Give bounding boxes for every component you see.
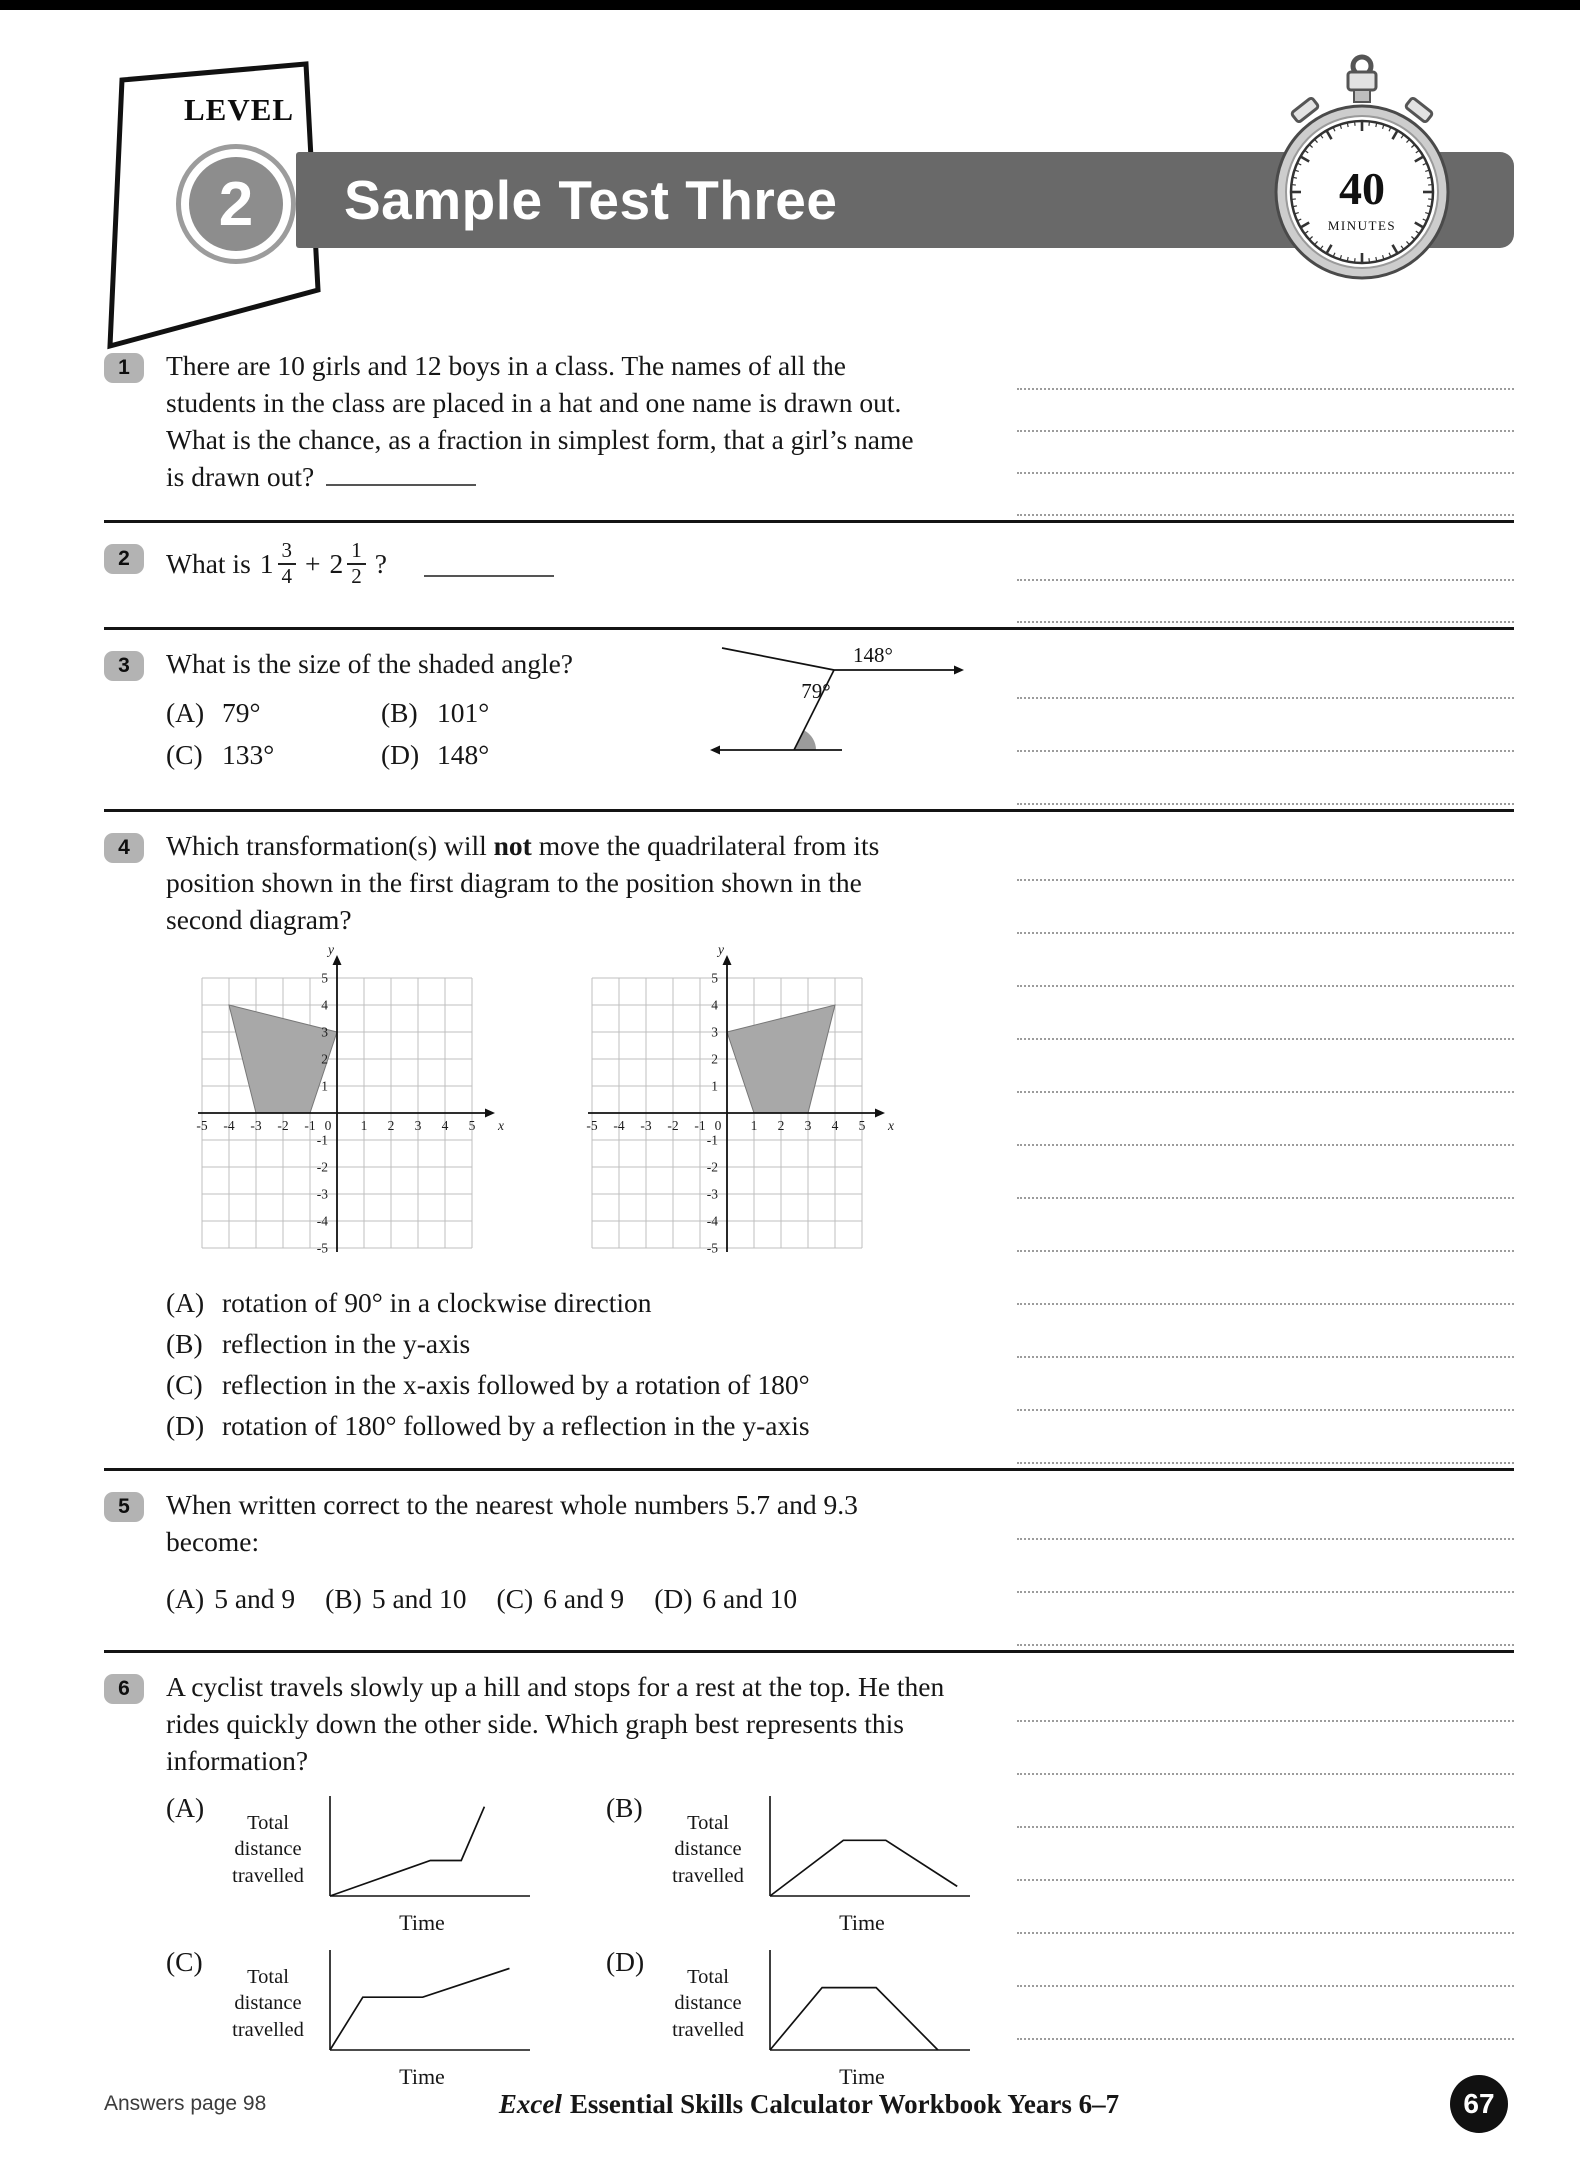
option-a (166, 697, 381, 729)
question-6-answer-lines (1017, 1669, 1514, 2090)
question-5-text: When written correct to the nearest whole numbers 5.7 and 9.3 become: (166, 1489, 858, 1557)
question-1-text-body: There are 10 girls and 12 boys in a class. The names of all the students in the class are placed in a hat and one name is drawn out. What is the chance, as a fraction in simplest form, that a girl’s name is drawn out? (166, 350, 914, 492)
svg-text:2: 2 (777, 1117, 785, 1133)
option-b (166, 1328, 1009, 1360)
graph-ylabel: Total distance travelled (232, 1811, 304, 1887)
option-text: 6 and 10 (702, 1582, 798, 1614)
svg-text:-4: -4 (706, 1213, 718, 1229)
answer-line (1017, 752, 1514, 805)
svg-text:-2: -2 (277, 1117, 289, 1133)
option-c (497, 1583, 625, 1615)
graph-xlabel: Time (399, 1909, 445, 1935)
page-top-rule (0, 0, 1580, 10)
answer-blank (424, 551, 554, 577)
svg-text:5: 5 (858, 1117, 866, 1133)
option-b (381, 697, 631, 729)
option-label: (B) (381, 696, 418, 728)
question-4-number: 4 (104, 833, 144, 863)
svg-text:79°: 79° (801, 679, 831, 703)
option-a (166, 1287, 1009, 1319)
coordinate-grid-first (166, 941, 506, 1279)
svg-text:x: x (888, 1117, 894, 1133)
svg-text:5: 5 (321, 970, 328, 986)
answer-line (1017, 1411, 1514, 1464)
graph-option-b (606, 1790, 1006, 1936)
fraction-2 (347, 539, 366, 588)
answer-line (1017, 1881, 1514, 1934)
answer-line (1017, 881, 1514, 934)
answer-line (1017, 432, 1514, 474)
answer-line (1017, 1669, 1514, 1722)
option-d (381, 739, 631, 771)
option-text: 133° (222, 738, 275, 770)
mixed-number-1 (260, 539, 296, 588)
page-footer (104, 2074, 1514, 2134)
option-label: (C) (166, 738, 203, 770)
question-2 (104, 523, 1514, 627)
answer-line (1017, 1934, 1514, 1987)
svg-text:-1: -1 (694, 1117, 706, 1133)
page-number-badge (1450, 2075, 1508, 2133)
option-d (166, 1410, 1009, 1442)
graph-ylabel: Total distance travelled (672, 1965, 744, 2041)
answer-line (1017, 1093, 1514, 1146)
svg-text:-5: -5 (586, 1117, 598, 1133)
numerator-2: 1 (347, 539, 366, 565)
coordinate-grid-svg (166, 941, 506, 1274)
svg-text:2: 2 (711, 1051, 718, 1067)
option-label: (C) (496, 1582, 534, 1614)
answer-line (1017, 348, 1514, 390)
answer-line (1017, 1040, 1514, 1093)
question-3 (104, 630, 1514, 809)
series-title-rest: Essential Skills Calculator Workbook Years 6–7 (569, 2088, 1120, 2119)
svg-text:1: 1 (360, 1117, 368, 1133)
questions (104, 332, 1514, 2094)
svg-text:y: y (718, 941, 724, 957)
option-text: rotation of 90° in a clockwise direction (222, 1286, 652, 1318)
answer-line (1017, 1199, 1514, 1252)
angle-diagram (666, 632, 976, 787)
whole-1: 1 (259, 547, 274, 579)
coordinate-grid-second (556, 941, 896, 1279)
operator: + (305, 547, 321, 579)
question-2-prefix: What is (166, 547, 251, 579)
graph-xlabel: Time (399, 2063, 445, 2089)
svg-text:5: 5 (711, 970, 718, 986)
svg-text:-1: -1 (304, 1117, 316, 1133)
question-6 (104, 1653, 1514, 2094)
coordinate-grids (166, 941, 1009, 1279)
question-2-suffix: ? (374, 547, 388, 579)
answer-line (1017, 1593, 1514, 1646)
option-text: 5 and 10 (371, 1582, 467, 1614)
option-label: (D) (166, 1409, 205, 1441)
question-1-number: 1 (104, 353, 144, 383)
svg-text:-2: -2 (706, 1159, 718, 1175)
svg-text:148°: 148° (853, 643, 893, 667)
answer-line (1017, 646, 1514, 699)
graph-option-label: (D) (606, 1945, 645, 1977)
answer-line (1017, 987, 1514, 1040)
denominator-1: 4 (281, 563, 293, 588)
answer-line (1017, 390, 1514, 432)
answer-line (1017, 474, 1514, 516)
graph-svg (758, 1790, 978, 1910)
option-text: 5 and 9 (214, 1582, 296, 1614)
graph-option-label: (C) (166, 1945, 203, 1977)
svg-text:1: 1 (321, 1078, 328, 1094)
option-label: (D) (381, 738, 420, 770)
graph-option-a (166, 1790, 606, 1936)
svg-text:0: 0 (324, 1117, 332, 1133)
question-5-number: 5 (104, 1492, 144, 1522)
question-4-text (166, 828, 916, 939)
option-a (166, 1583, 295, 1615)
option-c (166, 739, 381, 771)
question-2-number: 2 (104, 544, 144, 574)
graph-ylabel: Total distance travelled (672, 1811, 744, 1887)
svg-text:y: y (328, 941, 334, 957)
graph-option-label: (A) (166, 1791, 205, 1823)
question-3-text: What is the size of the shaded angle? (166, 648, 573, 679)
option-text: 101° (437, 696, 490, 728)
graph-option-c (166, 1944, 606, 2090)
svg-text:3: 3 (804, 1117, 812, 1133)
option-label: (A) (166, 1582, 205, 1614)
answer-line (1017, 828, 1514, 881)
option-c (166, 1369, 1009, 1401)
svg-text:-4: -4 (223, 1117, 235, 1133)
answer-line (1017, 934, 1514, 987)
stopwatch-icon (1262, 50, 1462, 295)
timer-minutes: 40 (1339, 163, 1385, 214)
question-2-answer-lines (1017, 539, 1514, 623)
svg-text:-3: -3 (706, 1186, 718, 1202)
answer-line (1017, 1252, 1514, 1305)
svg-text:0: 0 (714, 1117, 722, 1133)
graph-svg (318, 1790, 538, 1910)
question-4-text-pre: Which transformation(s) will (166, 830, 494, 861)
answer-line (1017, 581, 1514, 623)
svg-text:3: 3 (711, 1024, 718, 1040)
question-2-text (166, 539, 1009, 588)
svg-text:-4: -4 (316, 1213, 328, 1229)
answers-note: Answers page 98 (104, 2092, 267, 2115)
question-3-answer-lines (1017, 646, 1514, 805)
page-header (0, 10, 1580, 332)
graph-svg (758, 1944, 978, 2064)
svg-text:-5: -5 (316, 1240, 328, 1256)
option-text: reflection in the x-axis followed by a rotation of 180° (222, 1368, 810, 1400)
svg-text:-5: -5 (196, 1117, 208, 1133)
answer-line (1017, 1828, 1514, 1881)
question-4-options (166, 1287, 1009, 1442)
graph-option-d (606, 1944, 1006, 2090)
question-1-answer-lines (1017, 348, 1514, 516)
option-text: 79° (222, 696, 261, 728)
question-4-answer-lines (1017, 828, 1514, 1464)
numerator-1: 3 (278, 539, 297, 565)
answer-line (1017, 1487, 1514, 1540)
graph-option-label: (B) (606, 1791, 643, 1823)
level-label: LEVEL (184, 92, 295, 127)
level-number-badge (176, 144, 296, 264)
svg-text:2: 2 (387, 1117, 395, 1133)
level-number: 2 (189, 157, 283, 251)
svg-text:-4: -4 (613, 1117, 625, 1133)
graph-svg (318, 1944, 538, 2064)
angle-diagram-svg (666, 632, 976, 782)
answer-line (1017, 1722, 1514, 1775)
mixed-number-2 (330, 539, 366, 588)
page-number: 67 (1463, 2088, 1495, 2119)
series-title (499, 2089, 1119, 2120)
svg-text:5: 5 (468, 1117, 476, 1133)
question-5 (104, 1471, 1514, 1650)
svg-text:-3: -3 (640, 1117, 652, 1133)
option-text: 148° (437, 738, 490, 770)
page-title: Sample Test Three (344, 169, 838, 231)
svg-text:4: 4 (831, 1117, 839, 1133)
question-6-text: A cyclist travels slowly up a hill and stops for a rest at the top. He then rides quickly down the other side. Which graph best represents this information? (166, 1671, 945, 1776)
coordinate-grid-svg (556, 941, 896, 1274)
option-label: (B) (166, 1327, 203, 1359)
svg-text:-2: -2 (667, 1117, 679, 1133)
question-4 (104, 812, 1514, 1468)
option-label: (C) (166, 1368, 203, 1400)
svg-text:-2: -2 (316, 1159, 328, 1175)
option-text: reflection in the y-axis (222, 1327, 471, 1359)
option-label: (D) (654, 1582, 693, 1614)
graph-xlabel: Time (839, 2063, 885, 2089)
answer-line (1017, 1358, 1514, 1411)
question-6-number: 6 (104, 1674, 144, 1704)
question-4-text-bold: not (493, 830, 532, 861)
option-text: rotation of 180° followed by a reflection in the y-axis (222, 1409, 810, 1441)
option-d (654, 1583, 797, 1615)
answer-line (1017, 1146, 1514, 1199)
svg-text:3: 3 (414, 1117, 422, 1133)
svg-text:-1: -1 (706, 1132, 718, 1148)
answer-line (1017, 1987, 1514, 2040)
question-3-number: 3 (104, 651, 144, 681)
option-label: (A) (166, 1286, 205, 1318)
whole-2: 2 (329, 547, 344, 579)
svg-text:4: 4 (321, 997, 328, 1013)
question-5-answer-lines (1017, 1487, 1514, 1646)
question-1 (104, 332, 1514, 520)
answer-line (1017, 699, 1514, 752)
svg-text:-5: -5 (706, 1240, 718, 1256)
question-5-options (166, 1583, 1009, 1615)
option-label: (B) (325, 1582, 362, 1614)
answer-line (1017, 1775, 1514, 1828)
svg-text:2: 2 (321, 1051, 328, 1067)
graph-ylabel: Total distance travelled (232, 1965, 304, 2041)
svg-text:-3: -3 (316, 1186, 328, 1202)
timer-unit: MINUTES (1327, 218, 1397, 233)
option-label: (A) (166, 696, 205, 728)
option-b (325, 1583, 466, 1615)
question-4-text-post: move the quadrilateral from its position shown in the first diagram to the position shown in the second diagram? (166, 830, 880, 935)
answer-line (1017, 1305, 1514, 1358)
svg-text:1: 1 (750, 1117, 758, 1133)
denominator-2: 2 (351, 563, 362, 588)
graph-xlabel: Time (839, 1909, 885, 1935)
option-text: 6 and 9 (543, 1582, 625, 1614)
svg-text:4: 4 (441, 1117, 449, 1133)
answer-blank (326, 460, 476, 486)
answer-line (1017, 1540, 1514, 1593)
svg-text:-3: -3 (250, 1117, 262, 1133)
svg-text:1: 1 (711, 1078, 718, 1094)
fraction-1 (278, 539, 297, 588)
question-6-graphs (166, 1790, 1009, 2090)
svg-text:3: 3 (321, 1024, 328, 1040)
svg-text:4: 4 (711, 997, 718, 1013)
series-title-em: Excel (498, 2088, 562, 2119)
svg-text:x: x (498, 1117, 504, 1133)
answer-line (1017, 539, 1514, 581)
svg-text:-1: -1 (316, 1132, 328, 1148)
question-1-text (166, 348, 916, 495)
